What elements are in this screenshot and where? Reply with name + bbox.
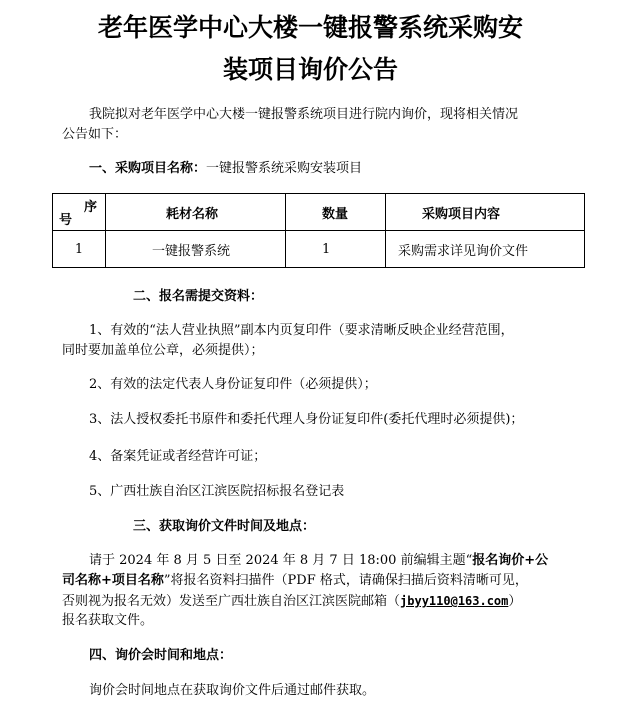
procurement-table — [52, 193, 585, 268]
section4-heading: 四、询价会时间和地点： — [89, 648, 233, 663]
intro-paragraph-line1: 我院拟对老年医学中心大楼一键报警系统项目进行院内询价，现将相关情况 — [89, 107, 519, 122]
section2-heading: 二、报名需提交资料： — [133, 289, 264, 304]
table-row — [53, 231, 585, 268]
notice-title-line1: 老年医学中心大楼一键报警系统采购安 — [97, 13, 523, 42]
section1-line — [89, 158, 362, 180]
section3-line4: 报名获取文件。 — [62, 613, 154, 628]
section4-body: 询价会时间地点在获取询价文件后通过邮件获取。 — [89, 683, 376, 698]
header-qty: 数量 — [286, 194, 386, 231]
hospital-email-link[interactable]: jbyy110@163.com — [400, 594, 509, 608]
table-header-row — [53, 194, 585, 231]
header-no-bottom: 号 — [59, 213, 73, 228]
header-no — [53, 194, 106, 231]
row-content: 采购需求详见询价文件 — [386, 231, 585, 268]
section3-line3-text: 否则视为报名无效）发送至广西壮族自治区江滨医院邮箱（ — [62, 594, 401, 609]
section1-heading: 一、采购项目名称： — [89, 161, 207, 176]
notice-title-line2: 装项目询价公告 — [222, 55, 398, 84]
row-no: 1 — [53, 231, 106, 268]
section3-line3-close: ） — [508, 594, 522, 609]
header-content: 采购项目内容 — [386, 194, 585, 231]
section3-heading: 三、获取询价文件时间及地点： — [133, 519, 316, 534]
section3-line1-text: 请于 2024 年 8 月 5 日至 2024 年 8 月 7 日 18:00 前编辑主题“ — [89, 553, 473, 568]
section2-item5: 5、广西壮族自治区江滨医院招标报名登记表 — [89, 484, 345, 499]
section3-line2-text: ”将报名资料扫描件（PDF 格式，请确保扫描后资料清晰可见， — [163, 573, 528, 588]
section2-item1-line1: 1、有效的“法人营业执照”副本内页复印件（要求清晰反映企业经营范围， — [89, 323, 514, 338]
header-no-top: 序 — [83, 200, 97, 215]
section2-item4: 4、备案凭证或者经营许可证； — [89, 449, 267, 464]
header-name: 耗材名称 — [106, 194, 286, 231]
section3-line2 — [62, 570, 528, 592]
row-qty: 1 — [286, 231, 386, 268]
intro-paragraph-line2: 公告如下： — [62, 127, 128, 142]
section2-item1-line2: 同时要加盖单位公章，必须提供）； — [62, 343, 264, 358]
section2-item2: 2、有效的法定代表人身份证复印件（必须提供）； — [89, 377, 377, 392]
section1-value: 一键报警系统采购安装项目 — [206, 161, 363, 176]
section2-item3: 3、法人授权委托书原件和委托代理人身份证复印件(委托代理时必须提供)； — [89, 412, 524, 427]
section3-line1 — [89, 550, 548, 572]
section3-subject-part2: 司名称+项目名称 — [62, 573, 164, 588]
section3-subject-part1: 报名询价+公 — [472, 553, 549, 568]
row-name: 一键报警系统 — [106, 231, 286, 268]
